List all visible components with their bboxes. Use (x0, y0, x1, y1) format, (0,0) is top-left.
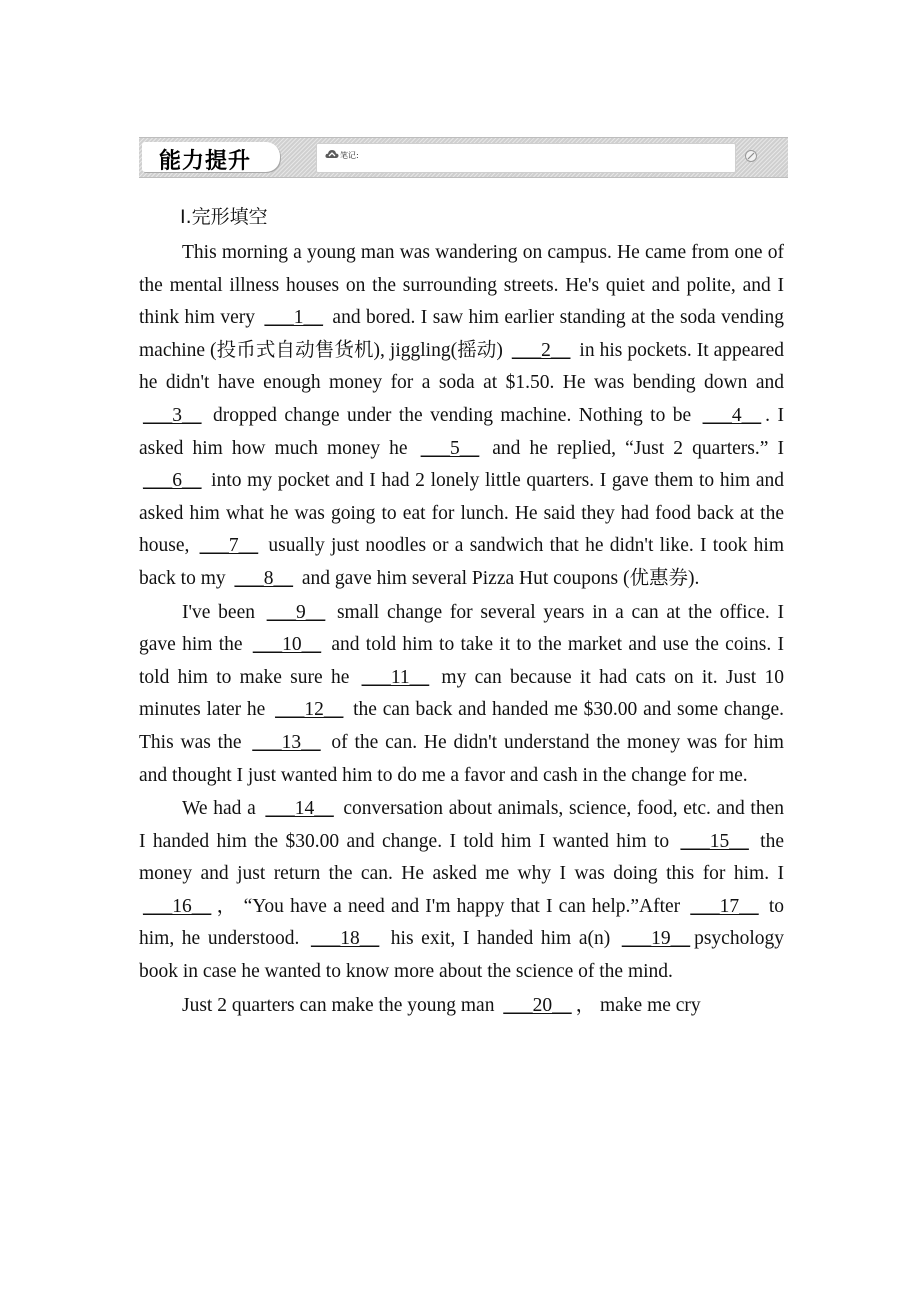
blank-number: ___6__ (143, 470, 202, 492)
blank-number: ___5__ (420, 437, 480, 459)
blank-6[interactable] (143, 465, 202, 498)
passage-text: psychology book in case he wanted to know more about the science of the mind. (139, 928, 784, 983)
blank-9[interactable] (267, 597, 326, 630)
blank-4[interactable] (703, 400, 762, 433)
blank-number: ___8__ (234, 567, 294, 589)
blank-18[interactable] (311, 923, 379, 956)
blank-number: ___16__ (143, 895, 212, 917)
passage-text: conversation about animals, science, food, etc. and then I handed him the $30.00 and change. I told him I wanted him to (139, 798, 785, 852)
blank-12[interactable] (275, 694, 343, 727)
passage-text: ， “You have a need and I'm happy that I can help.”After (215, 895, 687, 917)
blank-19[interactable] (622, 923, 690, 956)
blank-2[interactable] (512, 335, 571, 368)
passage-text: my can because it had cats on it. Just 10 minutes later he (139, 666, 784, 721)
passage-paragraph (139, 237, 784, 596)
notes-label: 笔记: (340, 151, 359, 160)
passage-text: and bored. I saw him earlier standing at the soda vending machine (投币式自动售货机), jiggling(摇动) (139, 307, 784, 361)
blank-10[interactable] (253, 629, 321, 662)
section-heading: 能力提升 (159, 149, 252, 174)
blank-number: ___14__ (265, 798, 334, 820)
section-title: Ⅰ.完形填空 (180, 206, 268, 228)
passage-text: of the can. He didn't understand the money was for him and thought I just wanted him to do me a favor and cash in the change for me. (139, 731, 784, 786)
blank-number: ___12__ (275, 699, 344, 721)
passage-text: the money and just return the can. He asked me why I was doing this for him. I (139, 830, 784, 885)
blank-number: ___13__ (252, 731, 321, 753)
passage-text: We had a (182, 798, 262, 820)
blank-11[interactable] (362, 662, 430, 695)
pin-icon (744, 149, 758, 163)
blank-8[interactable] (235, 563, 294, 596)
blank-number: ___9__ (266, 601, 326, 623)
notes-field[interactable] (316, 143, 736, 173)
passage-text: Just 2 quarters can make the young man (182, 994, 500, 1016)
blank-number: ___1__ (264, 307, 323, 329)
passage-text: dropped change under the vending machine. Nothing to be (205, 404, 699, 426)
blank-15[interactable] (681, 826, 749, 859)
blank-number: ___20__ (503, 994, 572, 1016)
passage-text: the can back and handed me $30.00 and some change. This was the (139, 699, 785, 753)
passage-paragraph (139, 597, 784, 793)
passage-text: This morning a young man was wandering on campus. He came from one of the mental illness houses on the surrounding streets. He's quiet and polite, and I think him very (139, 242, 784, 329)
blank-16[interactable] (143, 891, 211, 924)
blank-number: ___19__ (621, 928, 691, 950)
blank-20[interactable] (503, 990, 571, 1023)
blank-5[interactable] (421, 433, 480, 466)
blank-14[interactable] (265, 793, 333, 826)
passage (139, 237, 784, 1022)
banner-title-tab (142, 142, 280, 172)
passage-text: to him, he understood. (139, 895, 784, 950)
blank-number: ___18__ (310, 928, 380, 950)
blank-13[interactable] (252, 727, 320, 760)
passage-text: . I asked him how much money he (139, 404, 784, 459)
passage-text: usually just noodles or a sandwich that he didn't like. I took him back to my (139, 535, 784, 589)
passage-text: his exit, I handed him a(n) (383, 928, 618, 950)
blank-1[interactable] (264, 302, 323, 335)
passage-text: I've been (182, 601, 263, 623)
blank-number: ___2__ (511, 339, 571, 361)
blank-3[interactable] (143, 400, 202, 433)
blank-number: ___3__ (143, 404, 202, 426)
passage-text: into my pocket and I had 2 lonely little quarters. I gave them to him and asked him what he was going to eat for lunch. He said they had food back at the house, (139, 470, 784, 557)
cloud-icon (325, 149, 339, 159)
blank-7[interactable] (200, 530, 259, 563)
passage-text: and gave him several Pizza Hut coupons (优惠券). (297, 567, 700, 589)
blank-number: ___11__ (361, 666, 430, 688)
blank-number: ___4__ (702, 404, 762, 426)
passage-paragraph (139, 990, 784, 1023)
cloze-content (139, 197, 784, 1023)
blank-number: ___7__ (199, 535, 259, 557)
passage-paragraph (139, 793, 784, 989)
passage-text: in his pockets. It appeared he didn't have enough money for a soda at $1.50. He was bending down and (139, 339, 785, 394)
blank-number: ___15__ (680, 830, 749, 852)
passage-text: and he replied, “Just 2 quarters.” I (483, 437, 784, 459)
passage-text: small change for several years in a can at the office. I gave him the (139, 601, 784, 656)
passage-text: and told him to take it to the market and use the coins. I told him to make sure he (139, 634, 784, 688)
section-banner (139, 137, 788, 178)
passage-text: ， make me cry (575, 994, 701, 1016)
blank-17[interactable] (690, 891, 758, 924)
blank-number: ___10__ (252, 634, 322, 656)
blank-number: ___17__ (690, 895, 759, 917)
